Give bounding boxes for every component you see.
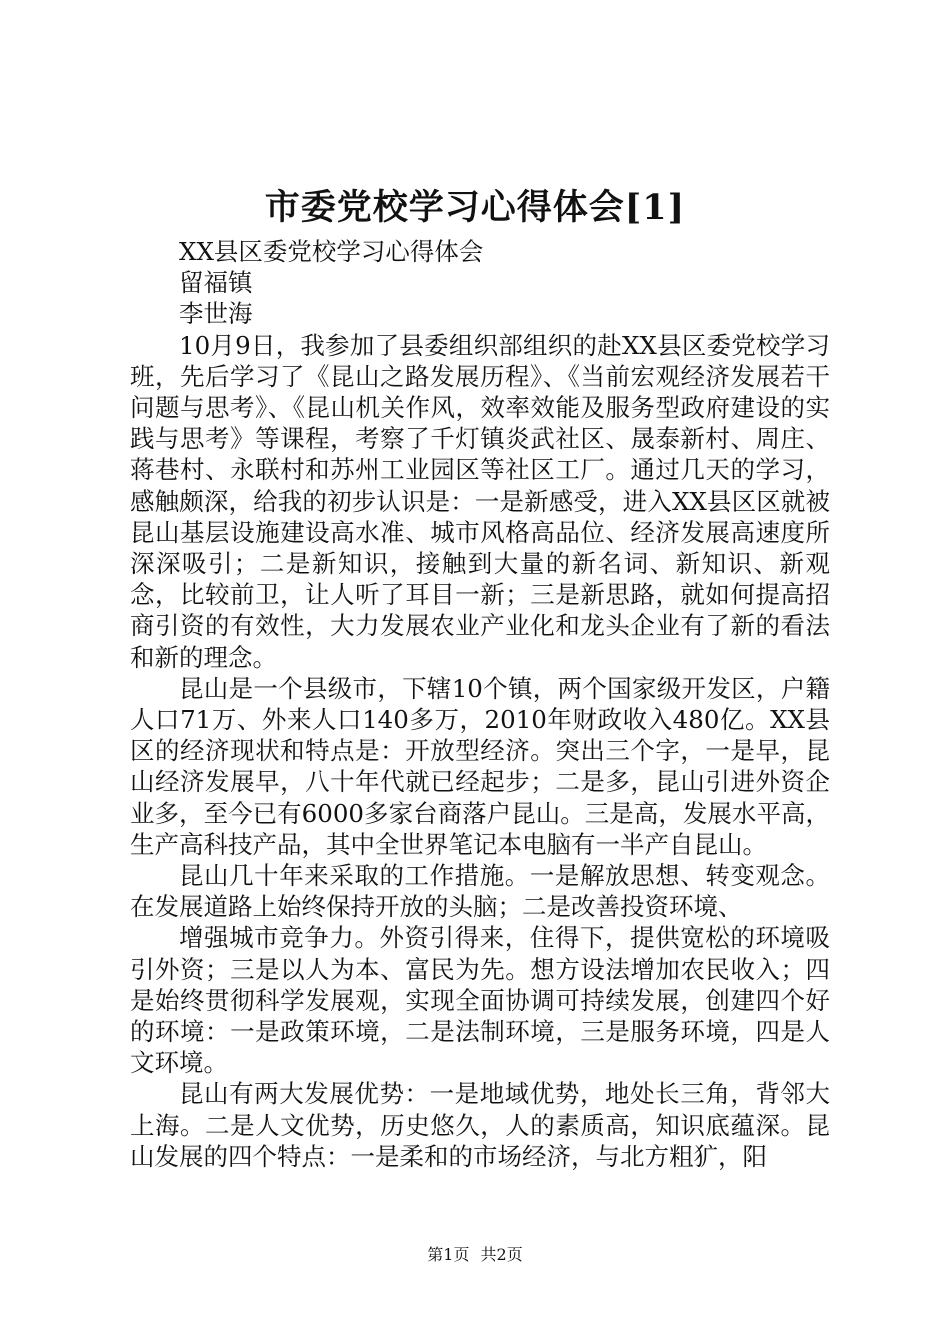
paragraph: 增强城市竞争力。外资引得来，住得下，提供宽松的环境吸引外资；三是以人为本、富民为先。想方设法增加农民收入；四是始终贯彻科学发展观，实现全面协调可持续发展，创建四个好的环境：一是政策环境，二是法制环境，三是服务环境，四是人文环境。 [130,923,830,1078]
paragraph: 10月9日，我参加了县委组织部组织的赴XX县区委党校学习班，先后学习了《昆山之路发展历程》、《当前宏观经济发展若干问题与思考》、《昆山机关作风，效率效能及服务型政府建设的实践与思考》等课程，考察了千灯镇炎武社区、晟泰新村、周庄、蒋巷村、永联村和苏州工业园区等社区工厂。通过几天的学习，感触颇深，给我的初步认识是：一是新感受，进入XX县区区就被昆山基层设施建设高水准、城市风格高品位、经济发展高速度所深深吸引；二是新知识，接触到大量的新名词、新知识、新观念，比较前卫，让人听了耳目一新；三是新思路，就如何提高招商引资的有效性，大力发展农业产业化和龙头企业有了新的看法和新的理念。 [130,330,830,672]
page-total: 共2页 [480,1245,523,1264]
paragraph: 昆山几十年来采取的工作措施。一是解放思想、转变观念。在发展道路上始终保持开放的头脑；二是改善投资环境、 [130,861,830,922]
document-body [130,236,830,1172]
paragraph: 昆山是一个县级市，下辖10个镇，两个国家级开发区，户籍人口71万、外来人口140多万，2010年财政收入480亿。XX县区的经济现状和特点是：开放型经济。突出三个字，一是早，昆山经济发展早，八十年代就已经起步；二是多，昆山引进外资企业多，至今已有6000多家台商落户昆山。三是高，发展水平高，生产高科技产品，其中全世界笔记本电脑有一半产自昆山。 [130,673,830,859]
page-number: 第1页 [427,1245,470,1264]
page-footer [0,1244,950,1266]
document-title: 市委党校学习心得体会[1] [264,187,686,228]
author-name-line: 李世海 [179,299,253,329]
paragraph: 昆山有两大发展优势：一是地域优势，地处长三角，背邻大上海。二是人文优势，历史悠久，人的素质高，知识底蕴深。昆山发展的四个特点：一是柔和的市场经济，与北方粗犷，阳 [130,1079,830,1171]
author-town-line: 留福镇 [179,268,253,298]
subtitle-line: XX县区委党校学习心得体会 [179,237,484,266]
